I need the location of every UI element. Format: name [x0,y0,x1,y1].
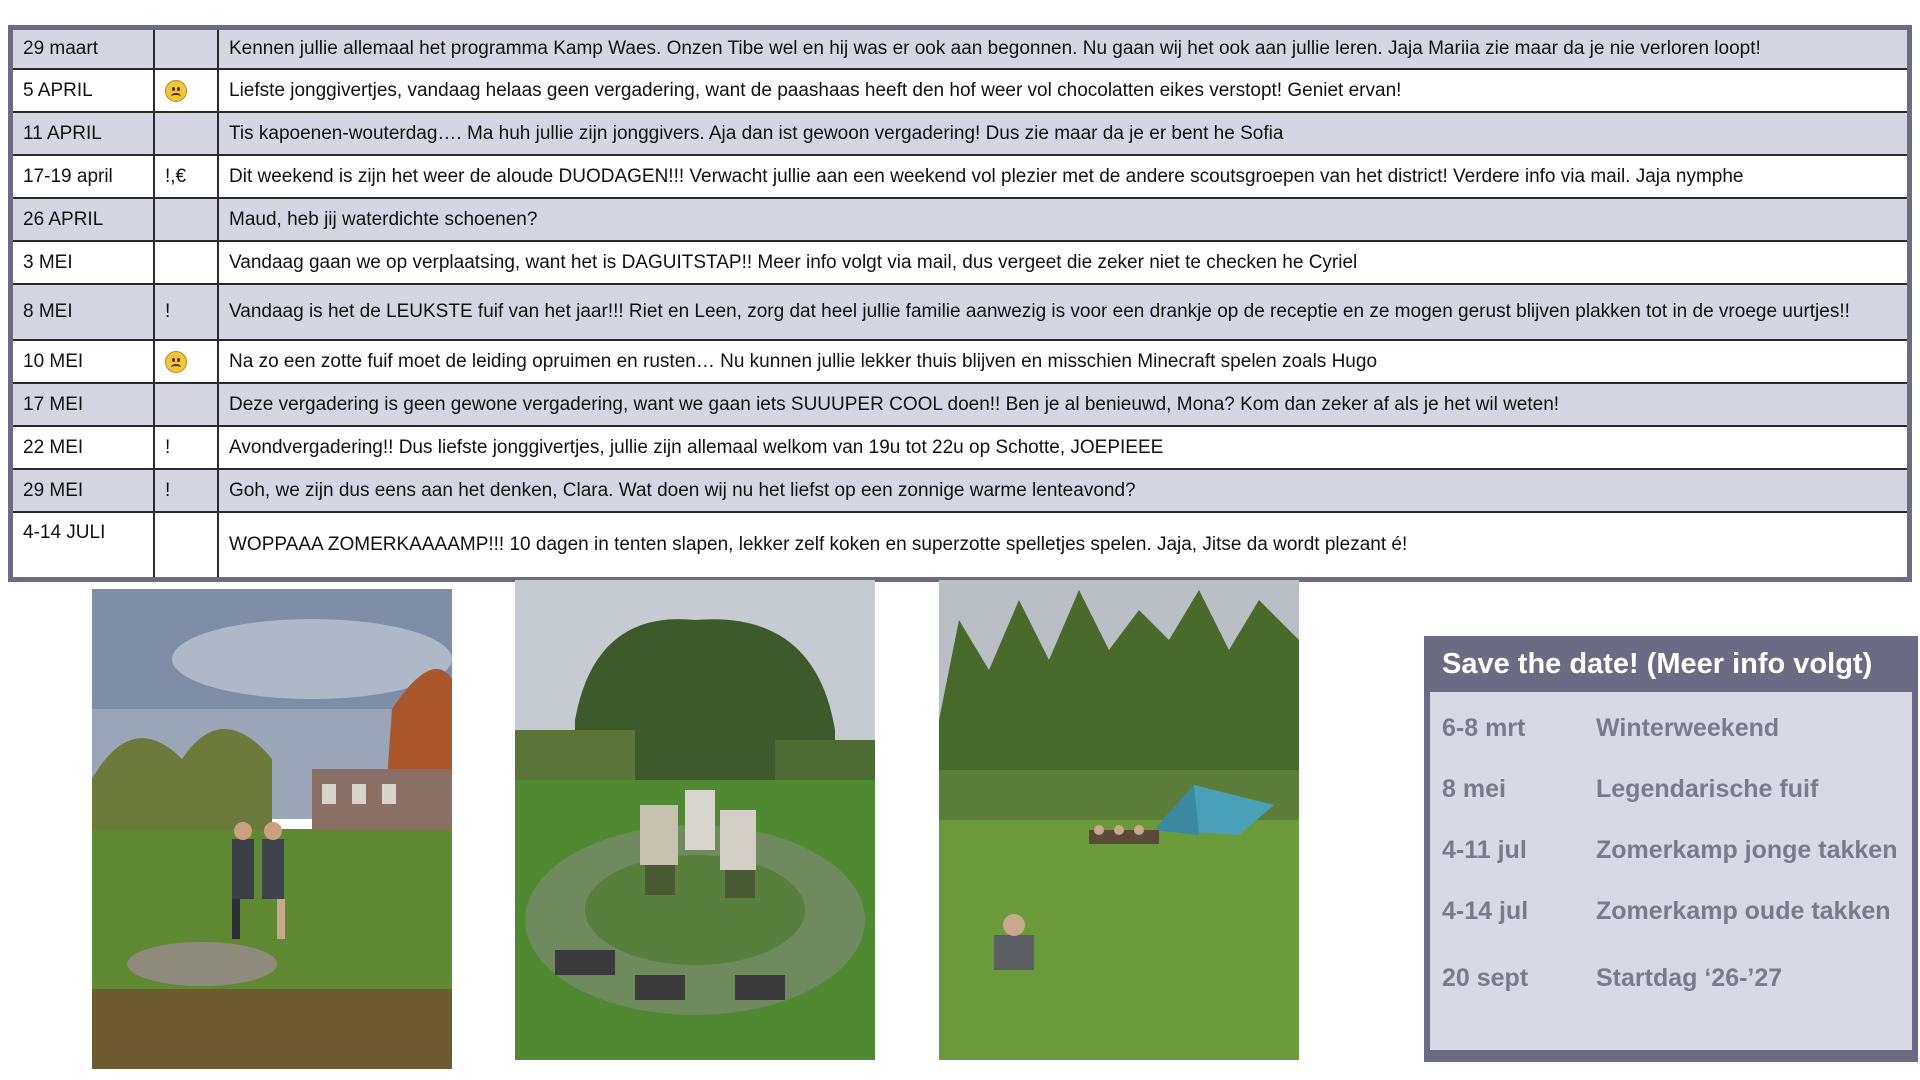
table-row [13,427,1907,470]
row-mark [153,384,217,425]
table-row [13,70,1907,113]
row-date: 29 MEI [23,479,84,501]
row-text: Liefste jonggivertjes, vandaag helaas geen vergadering, want de paashaas heeft den hof weer vol chocolatten eikes verstopt! Geniet ervan! [217,70,1907,111]
row-mark [153,113,217,154]
save-date: 8 mei [1442,775,1506,803]
row-mark [153,199,217,240]
row-date: 8 MEI [23,301,73,322]
row-mark [153,30,217,68]
row-text: WOPPAAA ZOMERKAAAAMP!!! 10 dagen in tenten slapen, lekker zelf koken en superzotte spelletjes spelen. Jaja, Jitse da wordt plezant é! [217,513,1907,577]
save-event: Legendarische fuif [1596,775,1819,803]
save-the-date-title: Save the date! (Meer info volgt) [1442,648,1873,680]
row-text: Deze vergadering is geen gewone vergadering, want we gaan iets SUUUPER COOL doen!! Ben je al benieuwd, Mona? Kom dan zeker af als je het wil weten! [217,384,1907,425]
row-mark: ! [153,427,217,468]
save-date: 6-8 mrt [1442,714,1526,742]
row-mark: !,€ [153,156,217,197]
row-mark [153,70,217,111]
save-event: Winterweekend [1596,714,1780,742]
save-the-date-panel [1424,636,1918,1062]
save-event: Startdag ‘26-’27 [1596,963,1783,992]
row-date: 26 APRIL [23,208,104,230]
table-row [13,113,1907,156]
list-item [1430,820,1912,881]
list-item [1430,942,1912,1014]
list-item [1430,698,1912,759]
row-mark [153,341,217,382]
save-event: Zomerkamp jonge takken [1596,836,1898,864]
row-text: Avondvergadering!! Dus liefste jonggivertjes, jullie zijn allemaal welkom van 19u tot 22u op Schotte, JOEPIEEE [217,427,1907,468]
table-row [13,30,1907,70]
table-row [13,470,1907,513]
row-date: 5 APRIL [23,79,93,101]
save-event: Zomerkamp oude takken [1596,897,1891,925]
list-item [1430,759,1912,820]
row-date: 3 MEI [23,251,73,273]
row-text: Maud, heb jij waterdichte schoenen? [217,199,1907,240]
table-row [13,285,1907,341]
schedule-table [8,25,1912,582]
table-row [13,199,1907,242]
photo-tent-field [939,580,1299,1060]
row-text: Dit weekend is zijn het weer de aloude DUODAGEN!!! Verwacht jullie aan een weekend vol plezier met de andere scoutsgroepen van het district! Verdere info via mail. Jaja nymphe [217,156,1907,197]
row-date: 22 MEI [23,436,84,458]
row-mark [153,242,217,283]
row-date: 11 APRIL [23,122,102,144]
row-text: Na zo een zotte fuif moet de leiding opruimen en rusten… Nu kunnen jullie lekker thuis blijven en misschien Minecraft spelen zoals Hugo [217,341,1907,382]
sad-face-icon [165,351,187,373]
save-date: 4-14 jul [1442,897,1529,925]
table-row [13,242,1907,285]
photo-park-puddle [92,589,452,1069]
table-row [13,341,1907,384]
row-mark [153,513,217,577]
row-text: Vandaag is het de LEUKSTE fuif van het jaar!!! Riet en Leen, zorg dat heel jullie familie aanwezig is voor een drankje op de receptie en ze mogen gerust blijven plakken tot in de vroege uurtjes!! [217,285,1907,339]
photo-circle-game [515,580,875,1060]
row-text: Vandaag gaan we op verplaatsing, want het is DAGUITSTAP!! Meer info volgt via mail, dus vergeet die zeker niet te checken he Cyriel [217,242,1907,283]
row-text: Tis kapoenen-wouterdag…. Ma huh jullie zijn jonggivers. Aja dan ist gewoon vergadering! Dus zie maar da je er bent he Sofia [217,113,1907,154]
save-date: 20 sept [1442,963,1529,992]
row-mark: ! [153,285,217,339]
row-date: 29 maart [23,38,98,59]
row-text: Goh, we zijn dus eens aan het denken, Clara. Wat doen wij nu het liefst op een zonnige warme lenteavond? [217,470,1907,511]
row-date: 4-14 JULI [23,522,106,543]
table-row [13,513,1907,577]
row-text: Kennen jullie allemaal het programma Kamp Waes. Onzen Tibe wel en hij was er ook aan begonnen. Nu gaan wij het ook aan jullie leren. Jaja Mariia zie maar da je nie verloren loopt! [217,30,1907,68]
row-date: 17-19 april [23,165,113,187]
sad-face-icon [165,80,187,102]
list-item [1430,881,1912,942]
table-row [13,384,1907,427]
table-row [13,156,1907,199]
row-mark: ! [153,470,217,511]
save-the-date-list [1430,692,1912,1050]
row-date: 10 MEI [23,350,84,372]
row-date: 17 MEI [23,393,84,415]
save-date: 4-11 jul [1442,836,1527,864]
